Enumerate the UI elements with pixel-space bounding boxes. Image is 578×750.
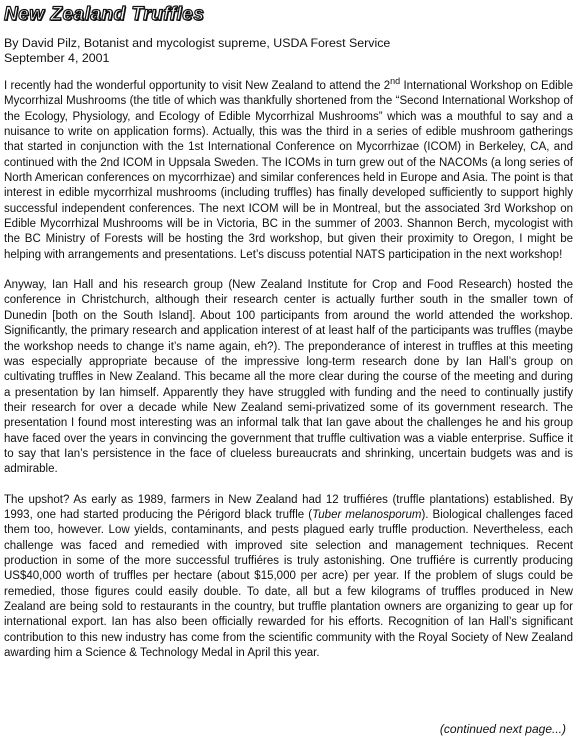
byline: By David Pilz, Botanist and mycologist supreme, USDA Forest Service (4, 36, 391, 50)
paragraph-3-text-a: The upshot? As early as 1989, farmers in New Zealand had 12 truffiéres (truffle plantations) established. By 1993, one had started producing the Périgord black truffle ( (4, 493, 573, 521)
ordinal-suffix: nd (390, 76, 401, 87)
paragraph-1-text-a: I recently had the wonderful opportunity to visit New Zealand to attend the 2 (4, 80, 391, 92)
continued-note: (continued next page...) (439, 722, 566, 736)
paragraph-3 (4, 493, 573, 662)
paragraph-3-text-b: ). Biological challenges faced them too, however. Low yields, contaminants, and pests plagued early truffle production. Nevertheless, each challenge was faced and remedied with improved site selection and management techniques. Recent production in some of the more successful truffiéres is truly astonishing. One truffiére is currently producing US$40,000 worth of truffles per hectare (about $15,000 per acre) per year. If the problem of slugs could be remedied, those figures could easily double. To date, all but a few kilograms of truffles produced in New Zealand are being sold to restaurants in the country, but truffle plantation owners are organizing to gear up for international export. Ian has also been officially rewarded for his efforts. Recognition of Ian Hall’s significant contribution to this new industry has come from the scientific community with the Royal Society of New Zealand awarding him a Science & Technology Medal in April this year. (4, 508, 574, 660)
paragraph-2: Anyway, Ian Hall and his research group (New Zealand Institute for Crop and Food Research) hosted the conference in Christchurch, although their research center is actually further south in the smaller town of Dunedin [both on the South Island]. About 100 participants from around the world attended the workshop. Significantly, the primary research and application interest of at least half of the participants was truffles (maybe the workshop needs to change it’s name again, eh?). The preponderance of interest in truffles at this meeting was especially appropriate because of the impressive long-term research done by Ian Hall’s group on cultivating truffles in New Zealand. This became all the more clear during the course of the meeting and during a presentation by Ian himself. Apparently they have struggled with funding and the need to continually justify their research for over a decade while New Zealand semi-privatized some of its government research. The presentation I found most interesting was an informal talk that Ian gave about the challenges he and his group have faced over the years in convincing the government that truffle cultivation was a viable enterprise. Suffice it to say that Ian’s persistence in the face of clueless bureaucrats and shrinking, uncertain budgets was and is admirable. (4, 279, 573, 476)
article-title: New Zealand Truffles (4, 4, 205, 25)
species-name: Tuber melanosporum (312, 508, 422, 521)
date: September 4, 2001 (4, 51, 110, 65)
paragraph-1 (4, 76, 573, 263)
paragraph-1-text-b: International Workshop on Edible Mycorrhizal Mushrooms (the title of which was thankfully shortened from the “Second International Workshop of the Ecology, Physiology, and Ecology of Edible Mycorrhizal Mushrooms” which was a mouthful to say and a nuisance to write on application forms). Actually, this was the third in a series of edible mushroom gatherings that started in conjunction with the 1st International Conference on Mycorrhizae (ICOM) in Berkeley, CA, and continued with the 2nd ICOM in Uppsala Sweden. The ICOMs in turn grew out of the NACOMs (a long series of North American conferences on mycorrhizae) and similar conferences held in Europe and Asia. The point is that interest in edible mycorrhizal mushrooms (including truffles) has finally developed sufficiently to support highly successful independent conferences. The next ICOM will be in Montreal, but the associated 3rd Workshop on Edible Mycorrhizal Mushrooms will be in Victoria, BC in the summer of 2003. Shannon Berch, mycologist with the BC Ministry of Forests will be hosting the 3rd workshop, but given their proximity to Oregon, I might be helping with arrangements and presentations. Let’s discuss potential NATS participation in the next workshop! (4, 80, 573, 261)
